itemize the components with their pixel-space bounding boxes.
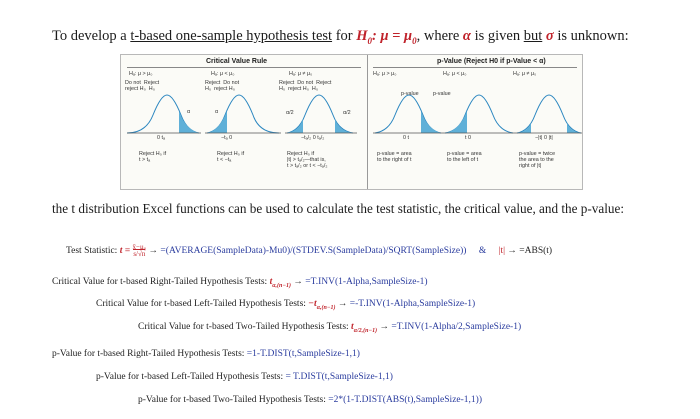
tick-right: 0 tₐ [157,135,165,141]
crit-right-excel: =T.INV(1-Alpha,SampleSize-1) [305,277,428,287]
rule-left: Reject H₀ if t < −tₐ [217,151,245,164]
tick-left: −tₐ 0 [221,135,233,141]
regions-two: Reject Do not Reject H₀ reject H₀ H₀ [279,80,332,93]
crit-left-line: Critical Value for t-based Left-Tailed Hypothesis Tests: $-t_{\alpha,(n-1)}$ → =-T.INV(1-Alpha,SampleSize-1) [96,299,476,311]
abs-t-excel: =ABS(t) [519,246,553,257]
t-formula-fraction: x̄−μ₀ s/√n [132,243,147,258]
pval-label-right: p-value [401,91,419,97]
crit-two-excel: =T.INV(1-Alpha/2,SampleSize-1) [391,322,522,332]
tick-two: −tₐ/₂ 0 tₐ/₂ [301,135,325,141]
intro-sentence: To develop a t-based one-sample hypothesis test for $H_0$: $\mu = \mu_0$, where α is given but σ is unknown: [52,28,629,46]
critical-value-rule-title: Critical Value Rule [206,58,268,65]
crit-left-excel: =-T.INV(1-Alpha,SampleSize-1) [349,299,476,309]
pdesc-two: p-value = twice the area to the right of |t| [519,151,556,170]
p-right-line: p-Value for t-based Right-Tailed Hypothesis Tests: =1-T.DIST(t,SampleSize-1,1) [52,349,360,359]
rule-right: Reject H₀ if t > tₐ [139,151,167,164]
pcurve-two [515,95,582,133]
ptick-right: 0 t [403,135,409,141]
p-right-excel: =1-T.DIST(t,SampleSize-1,1) [246,349,360,359]
test-statistic-line: Test Statistic: t = x̄−μ₀ s/√n → =(AVERAGE(SampleData)-Mu0)/(STDEV.S(SampleData)/SQRT(SampleSize)) & |t| → =ABS(t) [66,243,553,258]
abs-t-symbol: |t| [498,246,506,257]
hyp-two: Hₐ: μ ≠ μ₀ [289,71,313,77]
hyp-right: Hₐ: μ > μ₀ [129,71,153,77]
distribution-curves [121,93,582,143]
test-statistic-excel: =(AVERAGE(SampleData)-Mu0)/(STDEV.S(SampleData)/SQRT(SampleSize)) [160,246,467,257]
p-left-line: p-Value for t-based Left-Tailed Hypothesis Tests: = T.DIST(t,SampleSize-1,1) [96,372,393,382]
excel-intro-paragraph: the t distribution Excel functions can be used to calculate the test statistic, the critical value, and the p-value: [52,201,625,216]
phyp-two: Hₐ: μ ≠ μ₀ [513,71,537,77]
pdesc-right: p-value = area to the right of t [377,151,412,164]
crit-two-line: Critical Value for t-based Two-Tailed Hypothesis Tests: $t_{\alpha/2,(n-1)}$ → =T.INV(1-Alpha/2,SampleSize-1) [138,322,522,334]
regions-left: Reject Do not H₀ reject H₀ [205,80,240,93]
pval-label-left: p-value [433,91,451,97]
p-two-line: p-Value for t-based Two-Tailed Hypothesis Tests: =2*(1-T.DIST(ABS(t),SampleSize-1,1)) [138,395,482,405]
hypothesis-test-figure [120,54,583,190]
hyp-left: Hₐ: μ < μ₀ [211,71,235,77]
alpha2-left: α/2 [286,110,294,116]
p-value-title: p-Value (Reject H0 if p-Value < α) [437,58,546,65]
p-two-excel: =2*(1-T.DIST(ABS(t),SampleSize-1,1)) [328,395,482,405]
pcurve-left [443,95,515,133]
alpha2-right: α/2 [343,110,351,116]
pdesc-left: p-value = area to the left of t [447,151,482,164]
crit-right-line: Critical Value for t-based Right-Tailed Hypothesis Tests: $t_{\alpha,(n-1)}$ → =T.INV(1-Alpha,SampleSize-1) [52,277,428,289]
rule-two: Reject H₀ if |t| > tₐ/₂—that is, t > tₐ/₂ or t < −tₐ/₂ [287,151,328,170]
regions-right: Do not Reject reject H₀ H₀ [125,80,160,93]
alpha-left: α [215,109,219,115]
phyp-right: Hₐ: μ > μ₀ [373,71,397,77]
p-left-excel: = T.DIST(t,SampleSize-1,1) [285,372,393,382]
ampersand: & [478,246,487,257]
ptick-two: −|t| 0 |t| [535,135,553,141]
pcurve-right [373,95,443,133]
test-statistic-label: Test Statistic: [66,246,118,257]
phyp-left: Hₐ: μ < μ₀ [443,71,467,77]
alpha-right: α [187,109,191,115]
ptick-left: t 0 [465,135,471,141]
